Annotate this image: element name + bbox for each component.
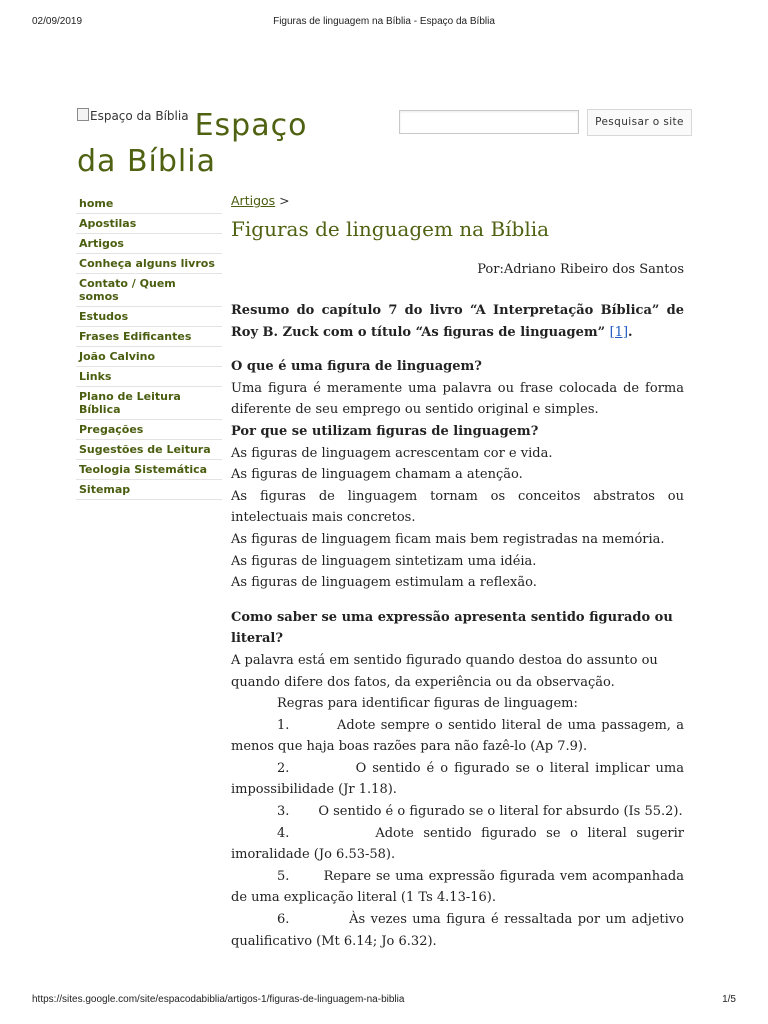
article-author: Por:Adriano Ribeiro dos Santos (477, 262, 684, 277)
rule-text: O sentido é o figurado se o literal implicar uma impossibilidade (Jr 1.18). (231, 760, 684, 798)
page-title: Figuras de linguagem na Bíblia (231, 217, 550, 241)
rule-item (231, 823, 684, 866)
rule-item (231, 909, 684, 952)
print-date: 02/09/2019 (32, 16, 83, 27)
reason-line: As figuras de linguagem chamam a atenção. (231, 467, 523, 483)
rule-text: Às vezes uma figura é ressaltada por um adjetivo qualificativo (Mt 6.14; Jo 6.32). (231, 912, 684, 949)
article-summary (231, 300, 684, 343)
breadcrumb-link-artigos[interactable]: Artigos (231, 193, 276, 208)
rule-item (231, 715, 684, 758)
sidebar-item-plano-leitura[interactable]: Plano de Leitura Bíblica (76, 387, 222, 420)
reason-line: As figuras de linguagem estimulam a reflexão. (231, 575, 537, 591)
rule-number: 5. (277, 868, 290, 884)
sidebar-item-sugestoes[interactable]: Sugestões de Leitura (76, 440, 222, 460)
print-page-count: 1/5 (722, 994, 736, 1005)
rule-item (231, 801, 684, 823)
search-input[interactable] (399, 110, 579, 134)
print-page-title: Figuras de linguagem na Bíblia - Espaço da Bíblia (273, 16, 495, 27)
sidebar-item-apostilas[interactable]: Apostilas (76, 214, 222, 234)
site-title-line1: Espaço (194, 108, 308, 143)
sidebar-item-home[interactable]: home (76, 194, 222, 214)
breadcrumb (231, 190, 684, 212)
reason-line: As figuras de linguagem ficam mais bem registradas na memória. (231, 531, 665, 547)
answer-paragraph: Uma figura é meramente uma palavra ou frase colocada de forma diferente de seu emprego ou sentido original e simples. (231, 380, 684, 418)
article (231, 190, 684, 952)
print-footer (32, 994, 736, 1008)
question-heading: Por que se utilizam figuras de linguagem? (231, 423, 539, 439)
reason-line: As figuras de linguagem acrescentam cor e vida. (231, 445, 553, 461)
sidebar-item-pregacoes[interactable]: Pregações (76, 420, 222, 440)
rule-text: Repare se uma expressão figurada vem acompanhada de uma explicação literal (1 Ts 4.13-16). (231, 868, 684, 906)
site-title[interactable] (77, 108, 377, 180)
breadcrumb-separator: > (279, 193, 290, 208)
question-heading: Como saber se uma expressão apresenta sentido figurado ou literal? (231, 609, 673, 647)
sidebar-item-joao-calvino[interactable]: João Calvino (76, 347, 222, 367)
rule-number: 2. (277, 760, 290, 776)
summary-end: . (628, 324, 633, 340)
sidebar-item-frases[interactable]: Frases Edificantes (76, 327, 222, 347)
site-logo-alt: Espaço da Bíblia (90, 109, 189, 123)
rule-number: 6. (277, 912, 290, 928)
broken-image-icon (77, 108, 89, 121)
sidebar-item-contato[interactable]: Contato / Quem somos (76, 274, 222, 307)
summary-text: Resumo do capítulo 7 do livro “A Interpretação Bíblica” de Roy B. Zuck com o título “As figuras de linguagem” (231, 303, 684, 340)
print-header (32, 16, 736, 30)
rule-number: 1. (277, 717, 290, 733)
rule-number: 4. (277, 825, 290, 841)
rule-item (231, 758, 684, 801)
site-title-line2: da Bíblia (77, 144, 216, 179)
rule-item (231, 866, 684, 909)
sidebar-item-sitemap[interactable]: Sitemap (76, 480, 222, 500)
site-logo[interactable] (77, 108, 189, 124)
rule-number: 3. (277, 804, 290, 820)
footnote-link[interactable]: [1] (609, 324, 629, 340)
rule-text: Adote sentido figurado se o literal sugerir imoralidade (Jo 6.53-58). (231, 825, 684, 863)
rule-text: Adote sempre o sentido literal de uma passagem, a menos que haja boas razões para não fazê-lo (Ap 7.9). (231, 717, 684, 755)
rule-text: O sentido é o figurado se o literal for absurdo (Is 55.2). (318, 804, 683, 820)
print-url: https://sites.google.com/site/espacodabiblia/artigos-1/figuras-de-linguagem-na-biblia (32, 994, 405, 1005)
answer-paragraph: A palavra está em sentido figurado quando destoa do assunto ou quando difere dos fatos, da experiência ou da observação. (231, 652, 658, 690)
sidebar-nav (76, 194, 222, 500)
rules-heading: Regras para identificar figuras de linguagem: (277, 696, 578, 712)
search-button[interactable]: Pesquisar o site (587, 109, 692, 136)
sidebar-item-livros[interactable]: Conheça alguns livros (76, 254, 222, 274)
sidebar-item-links[interactable]: Links (76, 367, 222, 387)
sidebar-item-artigos[interactable]: Artigos (76, 234, 222, 254)
reason-line: As figuras de linguagem tornam os conceitos abstratos ou intelectuais mais concretos. (231, 488, 684, 526)
sidebar-item-estudos[interactable]: Estudos (76, 307, 222, 327)
question-heading: O que é uma figura de linguagem? (231, 359, 482, 375)
sidebar-item-teologia[interactable]: Teologia Sistemática (76, 460, 222, 480)
reason-line: As figuras de linguagem sintetizam uma idéia. (231, 553, 537, 569)
